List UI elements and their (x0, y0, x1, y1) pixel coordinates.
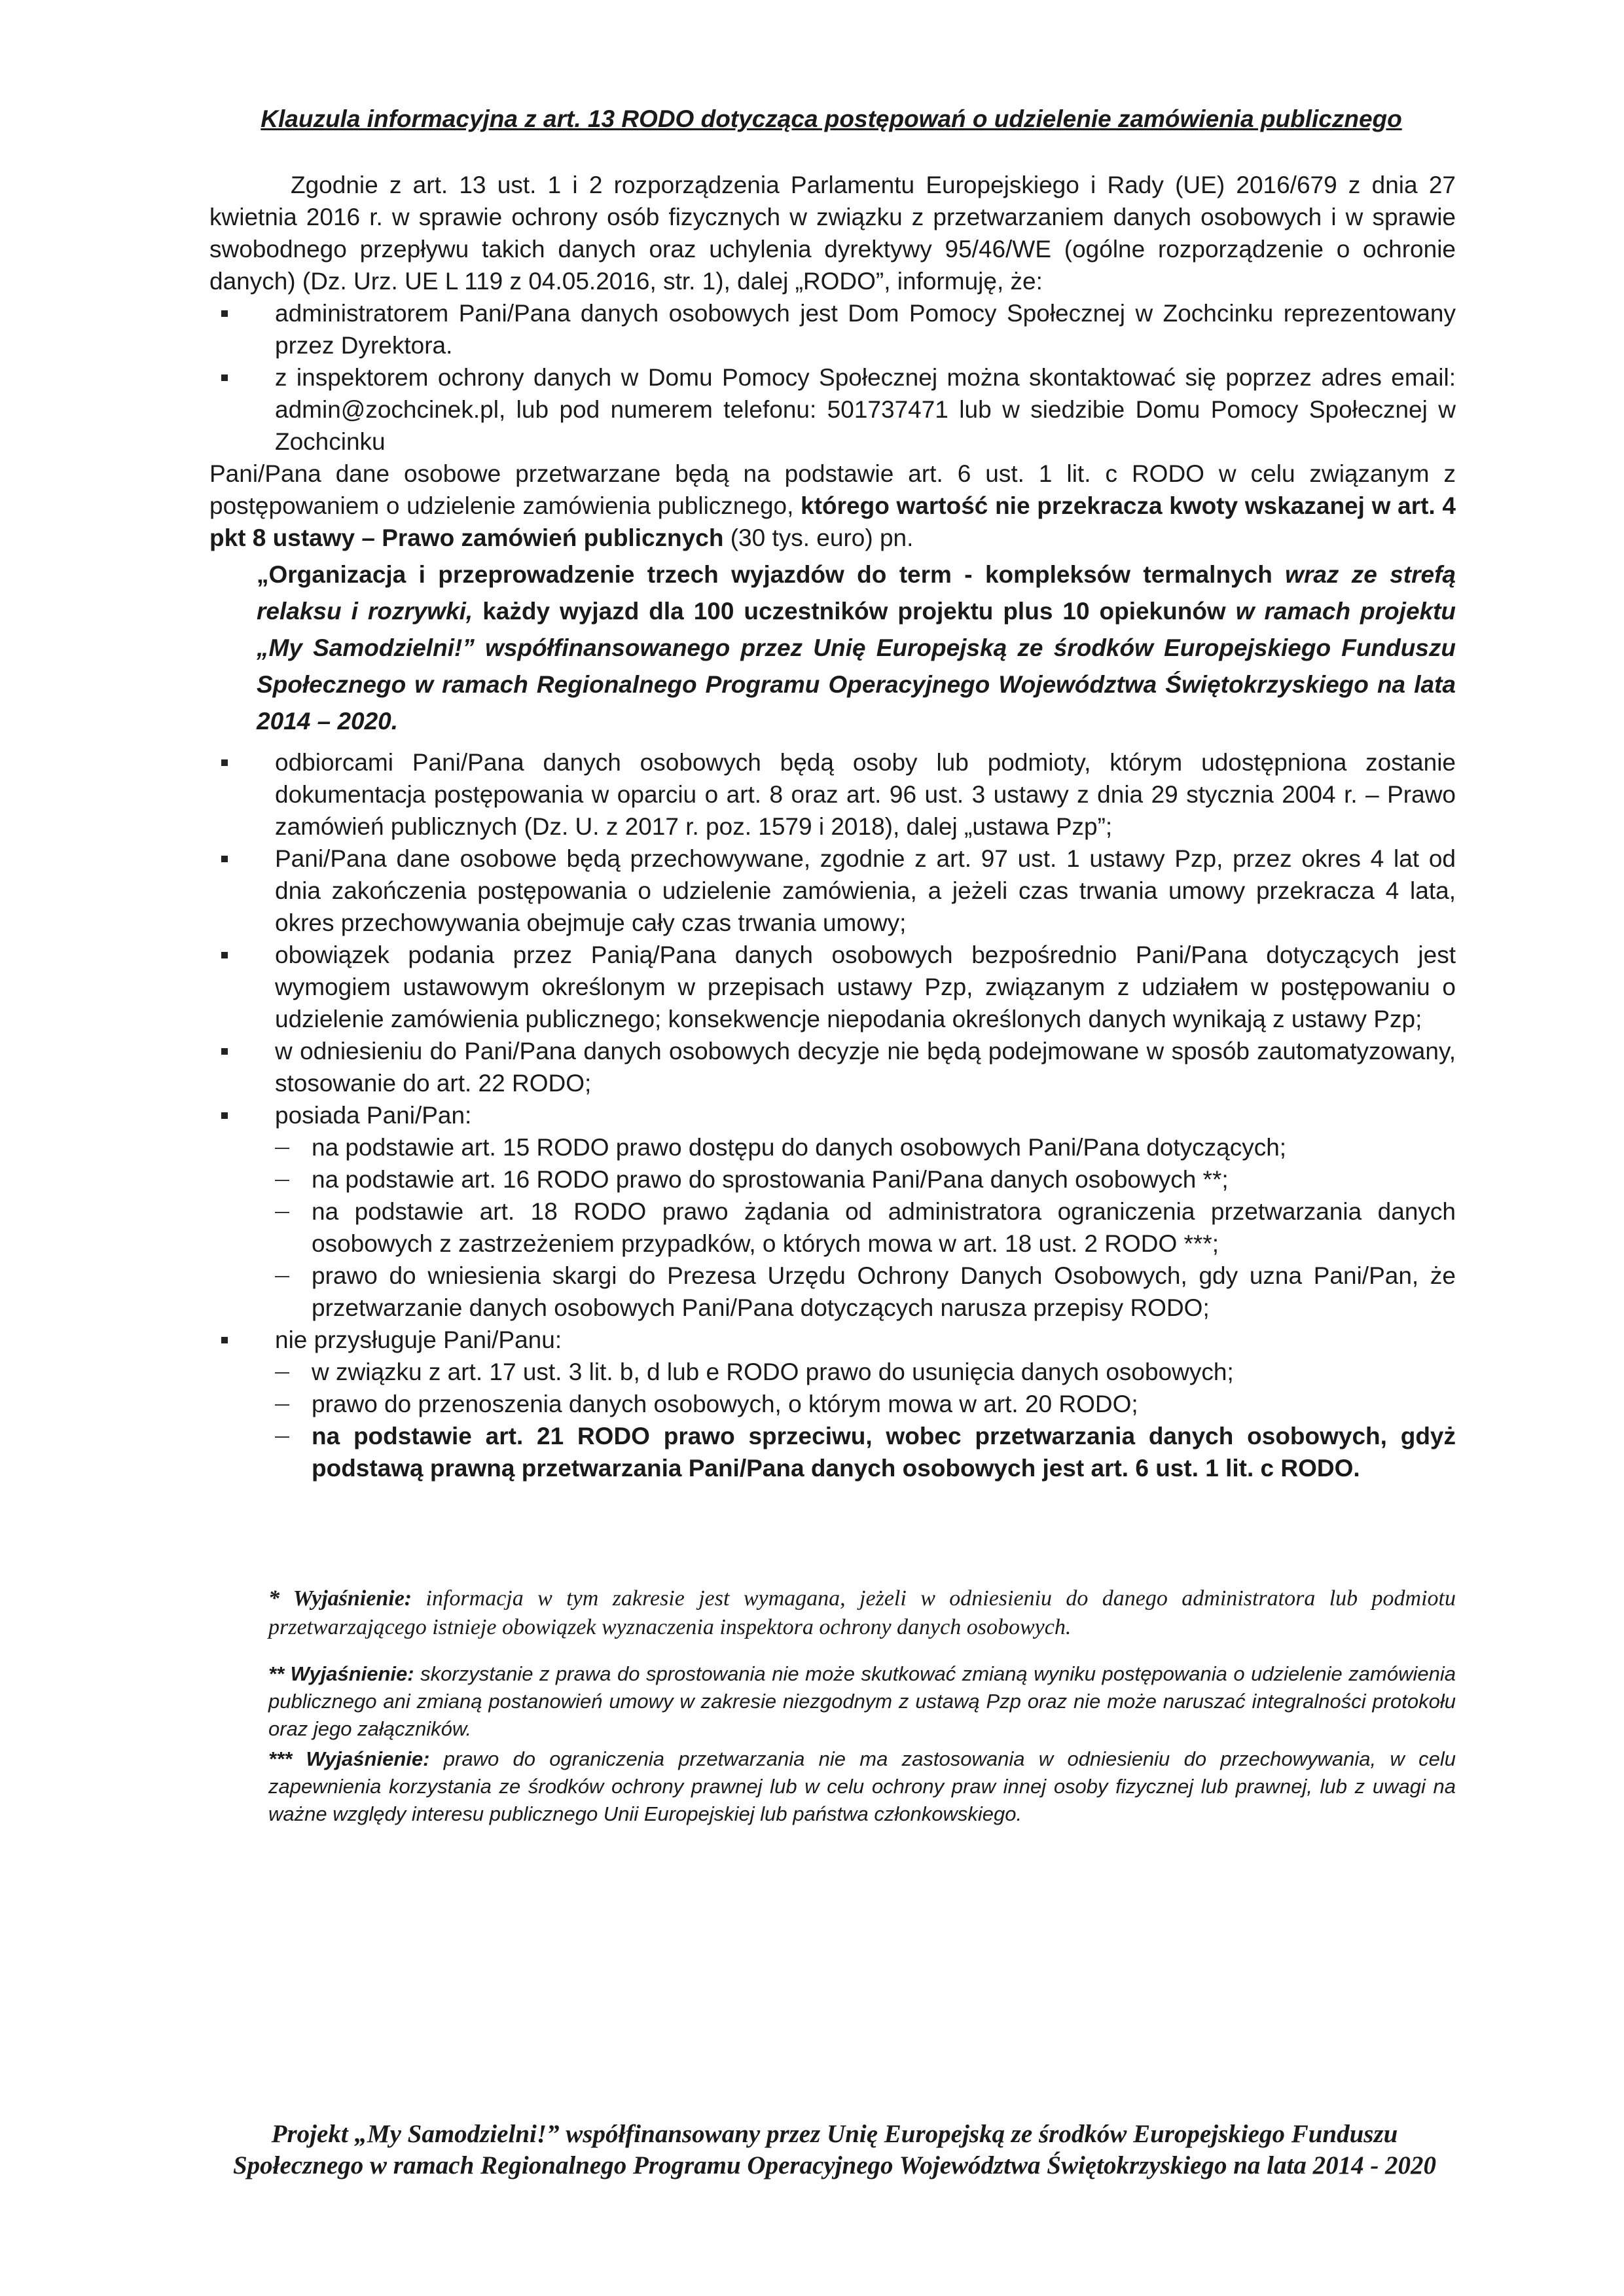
list-item-inspector: z inspektorem ochrony danych w Domu Pomocy Społecznej można skontaktować się poprzez adres email: admin@zochcinek.pl, lub pod numerem telefonu: 501737471 lub w siedzibie Domu Pomocy Społecznej w Zochcinku (209, 361, 1456, 458)
footnote-3 (268, 1745, 1456, 1828)
list-item-rights-heading: posiada Pani/Pan: (209, 1099, 1456, 1131)
basis-paragraph (209, 458, 1456, 554)
list-item-no-rights-heading: nie przysługuje Pani/Panu: (209, 1324, 1456, 1356)
subject-part-3: każdy wyjazd dla 100 uczestników projektu plus 10 opiekunów (482, 598, 1226, 625)
subject-part-1: „Organizacja i przeprowadzenie trzech wyjazdów do term - kompleksów termalnych (257, 561, 1272, 588)
rights-item: na podstawie art. 16 RODO prawo do sprostowania Pani/Pana danych osobowych **; (209, 1163, 1456, 1195)
rights-item: na podstawie art. 15 RODO prawo dostępu do danych osobowych Pani/Pana dotyczących; (209, 1131, 1456, 1163)
footnote-1 (268, 1584, 1456, 1642)
project-footer: Projekt „My Samodzielni!” współfinansowany przez Unię Europejską ze środków Europejskiego Funduszu Społecznego w ramach Regionalnego Programu Operacyjnego Województwa Świętokrzyskiego na lata 2014 - 2020 (232, 2120, 1437, 2179)
document-title: Klauzula informacyjna z art. 13 RODO dotycząca postępowań o udzielenie zamówienia publicznego (261, 105, 1402, 132)
no-rights-item: w związku z art. 17 ust. 3 lit. b, d lub e RODO prawo do usunięcia danych osobowych; (209, 1356, 1456, 1388)
rights-item: na podstawie art. 18 RODO prawo żądania od administratora ograniczenia przetwarzania danych osobowych z zastrzeżeniem przypadków, o których mowa w art. 18 ust. 2 RODO ***; (209, 1195, 1456, 1260)
intro-paragraph: Zgodnie z art. 13 ust. 1 i 2 rozporządzenia Parlamentu Europejskiego i Rady (UE) 2016/679 z dnia 27 kwietnia 2016 r. w sprawie ochrony osób fizycznych w związku z przetwarzaniem danych osobowych i w sprawie swobodnego przepływu takich danych oraz uchylenia dyrektywy 95/46/WE (ogólne rozporządzenie o ochronie danych) (Dz. Urz. UE L 119 z 04.05.2016, str. 1), dalej „RODO”, informuję, że: (209, 172, 1456, 295)
subject-part-4: w ramach projektu „My Samodzielni!” współfinansowanego przez Unię Europejską ze środków Europejskiego Funduszu Społecznego w ramach Regionalnego Programu Operacyjnego Województwa Świętokrzyskiego na lata 2014 – 2020. (257, 598, 1456, 735)
list-item-obligation: obowiązek podania przez Panią/Pana danych osobowych bezpośrednio Pani/Pana dotyczących jest wymogiem ustawowym określonym w przepisach ustawy Pzp, związanym z udziałem w postępowaniu o udzielenie zamówienia publicznego; konsekwencje niepodania określonych danych wynikają z ustawy Pzp; (209, 939, 1456, 1035)
basis-bold: którego wartość nie przekracza kwoty wskazanej w art. 4 pkt 8 ustawy – Prawo zamówień publicznych (209, 492, 1456, 551)
basis-lead: Pani/Pana dane osobowe przetwarzane będą na podstawie art. 6 ust. 1 lit. c RODO w celu związanym z postępowaniem o udzielenie zamówienia publicznego, (209, 460, 1456, 519)
subject-part-2: wraz ze strefą relaksu i rozrywki, (257, 561, 1456, 625)
footnote-3-text: prawo do ograniczenia przetwarzania nie ma zastosowania w odniesieniu do przechowywania, w celu zapewnienia korzystania ze środków ochrony prawnej lub w celu ochrony praw innej osoby fizycznej lub prawnej, lub z uwagi na ważne względy interesu publicznego Unii Europejskiej lub państwa członkowskiego. (268, 1747, 1456, 1825)
footnote-1-mark: * Wyjaśnienie: (268, 1586, 412, 1611)
list-item-automated: w odniesieniu do Pani/Pana danych osobowych decyzje nie będą podejmowane w sposób zautomatyzowany, stosowanie do art. 22 RODO; (209, 1035, 1456, 1099)
list-item-recipients: odbiorcami Pani/Pana danych osobowych będą osoby lub podmioty, którym udostępniona zostanie dokumentacja postępowania w oparciu o art. 8 oraz art. 96 ust. 3 ustawy z dnia 29 stycznia 2004 r. – Prawo zamówień publicznych (Dz. U. z 2017 r. poz. 1579 i 2018), dalej „ustawa Pzp”; (209, 746, 1456, 843)
footnote-2-mark: ** Wyjaśnienie: (268, 1662, 414, 1685)
no-rights-item-objection: na podstawie art. 21 RODO prawo sprzeciwu, wobec przetwarzania danych osobowych, gdyż podstawą prawną przetwarzania Pani/Pana danych osobowych jest art. 6 ust. 1 lit. c RODO. (209, 1420, 1456, 1484)
rights-item: prawo do wniesienia skargi do Prezesa Urzędu Ochrony Danych Osobowych, gdy uzna Pani/Pan, że przetwarzanie danych osobowych Pani/Pana dotyczących narusza przepisy RODO; (209, 1260, 1456, 1324)
footnote-1-text: informacja w tym zakresie jest wymagana, jeżeli w odniesieniu do danego administratora lub podmiotu przetwarzającego istnieje obowiązek wyznaczenia inspektora ochrony danych osobowych. (268, 1586, 1456, 1639)
list-item-administrator: administratorem Pani/Pana danych osobowych jest Dom Pomocy Społecznej w Zochcinku reprezentowany przez Dyrektora. (209, 297, 1456, 361)
footnote-2 (268, 1660, 1456, 1743)
no-rights-item: prawo do przenoszenia danych osobowych, o którym mowa w art. 20 RODO; (209, 1388, 1456, 1420)
procurement-subject (257, 556, 1456, 740)
document-body (209, 169, 1456, 1484)
list-item-retention: Pani/Pana dane osobowe będą przechowywane, zgodnie z art. 97 ust. 1 ustawy Pzp, przez okres 4 lat od dnia zakończenia postępowania o udzielenie zamówienia, a jeżeli czas trwania umowy przekracza 4 lata, okres przechowywania obejmuje cały czas trwania umowy; (209, 843, 1456, 939)
footnote-2-text: skorzystanie z prawa do sprostowania nie może skutkować zmianą wyniku postępowania o udzielenie zamówienia publicznego ani zmianą postanowień umowy w zakresie niezgodnym z ustawą Pzp oraz nie może naruszać integralności protokołu oraz jego załączników. (268, 1662, 1456, 1740)
basis-tail: (30 tys. euro) pn. (730, 524, 914, 551)
footnotes (268, 1584, 1456, 1828)
footnote-3-mark: *** Wyjaśnienie: (268, 1747, 430, 1770)
